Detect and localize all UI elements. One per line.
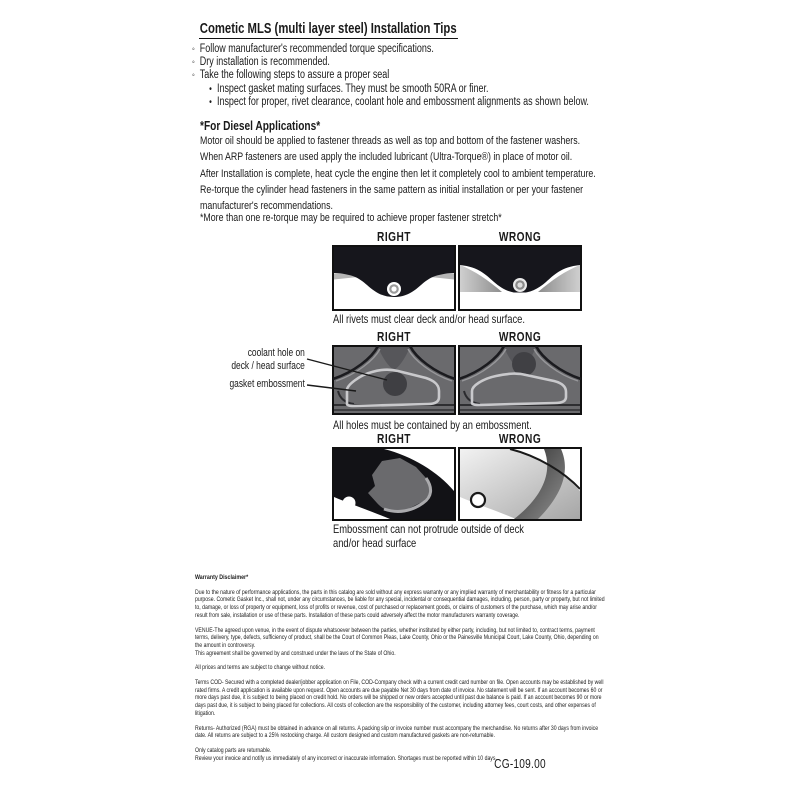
warranty-disclaimer: [195, 574, 607, 762]
filled-bullet-icon: •: [209, 83, 212, 95]
rivet-right-diagram: [332, 245, 456, 311]
open-bullet-icon: ◦: [192, 70, 195, 82]
protrude-right-diagram: [332, 447, 456, 521]
diesel-heading: *For Diesel Applications*: [200, 118, 321, 133]
caption-protrude: Embossment can not protrude outside of deck and/or head surface: [333, 522, 524, 550]
bullet-item: ◦ Dry installation is recommended.: [192, 56, 330, 69]
disclaimer-returns: Returns- Authorized (RGA) must be obtained in advance on all returns. A packing slip or invoice number must accompany the merchandise. No returns after 30 days from invoice date. All returns are subject to a 25% restocking charge. All custom designed and custom manufactured gaskets are non-returnable.: [195, 724, 599, 740]
gasket-embossment-label: gasket embossment: [229, 378, 305, 390]
open-bullet-icon: ◦: [192, 57, 195, 69]
disclaimer-catalog: Only catalog parts are returnable.: [195, 746, 272, 754]
disclaimer-prices: All prices and terms are subject to change without notice.: [195, 664, 326, 672]
sub-bullet-item: • Inspect for proper, rivet clearance, coolant hole and embossment alignments as shown below.: [209, 95, 589, 108]
diesel-paragraph-2: After Installation is complete, heat cycle the engine then let it completely cool to ambient temperature. Re-torque the cylinder head fasteners in the same pattern as initial installation or per your fastener manufacturer's recommendations.: [200, 168, 596, 213]
disclaimer-review: Review your invoice and notify us immediately of any incorrect or inaccurate information. Shortages must be reported within 10 days.: [195, 754, 497, 762]
caption-rivets: All rivets must clear deck and/or head surface.: [333, 312, 525, 326]
right-label-set3: RIGHT: [377, 431, 411, 446]
diesel-paragraph-1: Motor oil should be applied to fastener threads as well as top and bottom of the fastener washers. When ARP fasteners are used apply the included lubricant (Ultra-Torque®) in place of motor oil.: [200, 135, 581, 164]
disclaimer-heading: Warranty Disclaimer*: [195, 574, 249, 581]
filled-bullet-icon: •: [209, 96, 212, 108]
coolant-hole-label: coolant hole on deck / head surface: [231, 347, 305, 372]
open-bullet-icon: ◦: [192, 44, 195, 55]
caption-holes: All holes must be contained by an embossment.: [333, 418, 532, 432]
disclaimer-venue-governing: This agreement shall be governed by and construed under the laws of the State of Ohio.: [195, 649, 396, 657]
bullet-item: ◦ Follow manufacturer's recommended torque specifications.: [192, 43, 434, 55]
wrong-label-set3: WRONG: [498, 431, 542, 446]
wrong-label-set2: WRONG: [498, 329, 542, 344]
embossment-right-diagram: [332, 345, 456, 415]
page-title: Cometic MLS (multi layer steel) Installation Tips: [199, 21, 457, 37]
disclaimer-terms: Terms COD- Secured with a completed dealer/jobber application on File, COD-Company check with a current credit card number on file. Open accounts may be established by well rated firms. A credit application is available upon request. Open accounts are due payable Net 30 days from date of invoice. No statement will be sent. If an account becomes 60 or more days past due, it is subject to being placed on credit hold. No orders will be shipped or new orders accepted until past due balance is paid. If an account becomes 90 or more days past due, it is subject to being placed for collections. All costs of collection are the responsibility of the customer, including attorney fees, court costs, and other expenses of litigation.: [195, 679, 604, 717]
disclaimer-warranty: Due to the nature of performance applications, the parts in this catalog are sold without any express warranty or any implied warranty of merchantability or fitness for a particular purpose. Cometic Gasket Inc., shall not, under any circumstances, be liable for any special, incidental or consequential damages, including, person, party or property, but not limited to, damage, or loss of property or equipment, loss of profits or revenue, cost of purchased or replacement goods, or claims of customers of the purchase, which may arise and/or result from sale, installation or use of these parts. Installation of these parts could adversely affect the motor manufacturers warranty coverage.: [195, 588, 605, 619]
protrude-wrong-diagram: [458, 447, 582, 521]
rivet-wrong-diagram: [458, 245, 582, 311]
part-number: CG-109.00: [494, 756, 546, 771]
right-label-set2: RIGHT: [377, 329, 411, 344]
retorque-note: *More than one re-torque may be required to achieve proper fastener stretch*: [200, 212, 502, 224]
sub-bullet-item: • Inspect gasket mating surfaces. They must be smooth 50RA or finer.: [209, 82, 489, 95]
right-label-set1: RIGHT: [377, 229, 411, 244]
disclaimer-venue: VENUE-The agreed upon venue, in the event of dispute whatsoever between the parties, whether instituted by either party, including, but not limited to, contract terms, payment terms, delivery, type, defects, sufficiency of product, shall be the Court of Common Pleas, Lake County, Ohio or the Painesville Municipal Court, Lake County, Ohio, depending on the amount in controversy.: [195, 626, 599, 649]
tip-bullet-list: [192, 43, 676, 109]
bullet-item: ◦ Take the following steps to assure a proper seal: [192, 69, 390, 82]
embossment-wrong-diagram: [458, 345, 582, 415]
wrong-label-set1: WRONG: [498, 229, 542, 244]
